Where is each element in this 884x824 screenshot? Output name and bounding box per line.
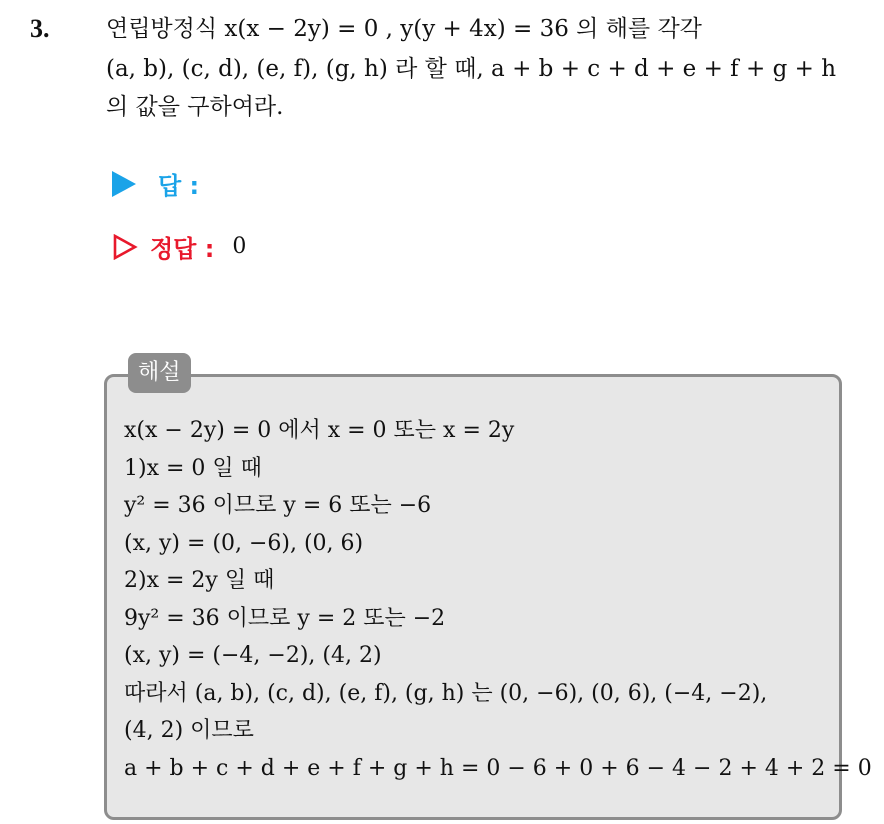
answer-label: 답 :	[158, 172, 200, 200]
play-triangle-icon	[112, 171, 136, 197]
solution-line: x(x − 2y) = 0 에서 x = 0 또는 x = 2y	[124, 418, 515, 443]
solution-line: 9y² = 36 이므로 y = 2 또는 −2	[124, 605, 446, 631]
solution-line: a + b + c + d + e + f + g + h = 0 − 6 + 0 + 6 − 4 − 2 + 4 + 2 = 0	[124, 755, 872, 781]
question-line-2: (a, b), (c, d), (e, f), (g, h) 라 할 때, a + b + c + d + e + f + g + h	[106, 56, 837, 82]
solution-line: 2)x = 2y 일 때	[124, 568, 275, 593]
correct-answer-row	[112, 229, 246, 264]
solution-lines	[124, 412, 872, 787]
question-line-3: 의 값을 구하여라.	[106, 94, 284, 120]
outline-triangle-icon	[112, 234, 138, 260]
question-number: 3.	[30, 14, 50, 43]
solution-title: 해설	[128, 353, 191, 393]
correct-answer-value: 0	[232, 234, 247, 259]
answer-row	[112, 166, 217, 201]
solution-line: 따라서 (a, b), (c, d), (e, f), (g, h) 는 (0, −6), (0, 6), (−4, −2),	[124, 680, 768, 706]
question-line-1: 연립방정식 x(x − 2y) = 0 , y(y + 4x) = 36 의 해를 각각	[106, 16, 702, 42]
correct-answer-label: 정답 :	[150, 235, 215, 263]
solution-line: y² = 36 이므로 y = 6 또는 −6	[124, 493, 432, 518]
solution-line: (x, y) = (−4, −2), (4, 2)	[124, 643, 382, 668]
solution-line: (x, y) = (0, −6), (0, 6)	[124, 530, 364, 556]
solution-line: 1)x = 0 일 때	[124, 455, 262, 481]
solution-line: (4, 2) 이므로	[124, 718, 254, 743]
